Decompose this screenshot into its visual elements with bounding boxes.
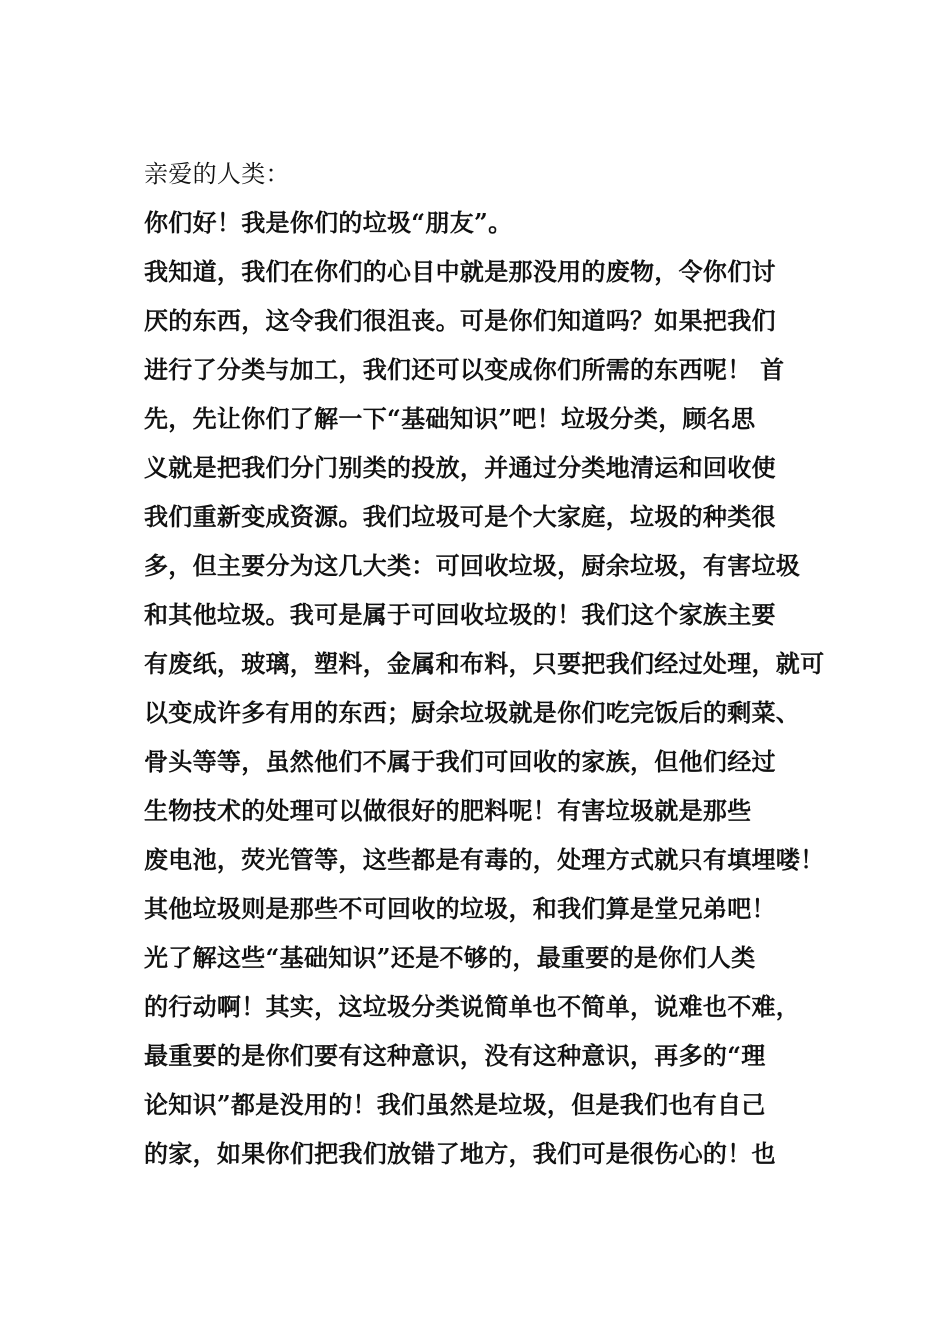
body-line-14: 废电池，荧光管等，这些都是有毒的，处理方式就只有填埋喽！ xyxy=(144,845,825,874)
body-line-16: 光了解这些“基础知识”还是不够的，最重要的是你们人类 xyxy=(144,943,756,972)
body-line-3: 厌的东西，这令我们很沮丧。可是你们知道吗？如果把我们 xyxy=(144,306,776,335)
body-line-2: 我知道，我们在你们的心目中就是那没用的废物，令你们讨 xyxy=(144,257,776,286)
salutation: 亲爱的人类： xyxy=(144,160,290,188)
body-line-17: 的行动啊！其实，这垃圾分类说简单也不简单，说难也不难， xyxy=(144,992,801,1021)
body-line-5: 先，先让你们了解一下“基础知识”吧！垃圾分类，顾名思 xyxy=(144,404,756,433)
body-line-7: 我们重新变成资源。我们垃圾可是个大家庭，垃圾的种类很 xyxy=(144,502,776,531)
body-line-8: 多，但主要分为这几大类：可回收垃圾，厨余垃圾，有害垃圾 xyxy=(144,551,801,580)
body-line-11: 以变成许多有用的东西；厨余垃圾就是你们吃完饭后的剩菜、 xyxy=(144,698,801,727)
body-line-10: 有废纸，玻璃，塑料，金属和布料，只要把我们经过处理，就可 xyxy=(144,649,825,678)
body-line-6: 义就是把我们分门别类的投放，并通过分类地清运和回收使 xyxy=(144,453,776,482)
body-line-4: 进行了分类与加工，我们还可以变成你们所需的东西呢！ 首 xyxy=(144,355,785,384)
body-line-13: 生物技术的处理可以做很好的肥料呢！有害垃圾就是那些 xyxy=(144,796,752,825)
body-line-19: 论知识”都是没用的！我们虽然是垃圾，但是我们也有自己 xyxy=(144,1090,766,1119)
body-line-1: 你们好！我是你们的垃圾“朋友”。 xyxy=(144,208,513,237)
body-line-9: 和其他垃圾。我可是属于可回收垃圾的！我们这个家族主要 xyxy=(144,600,776,629)
body-line-12: 骨头等等，虽然他们不属于我们可回收的家族，但他们经过 xyxy=(144,747,776,776)
body-line-18: 最重要的是你们要有这种意识，没有这种意识，再多的“理 xyxy=(144,1041,766,1070)
body-line-20: 的家，如果你们把我们放错了地方，我们可是很伤心的！也 xyxy=(144,1139,776,1168)
body-line-15: 其他垃圾则是那些不可回收的垃圾，和我们算是堂兄弟吧！ xyxy=(144,894,776,923)
